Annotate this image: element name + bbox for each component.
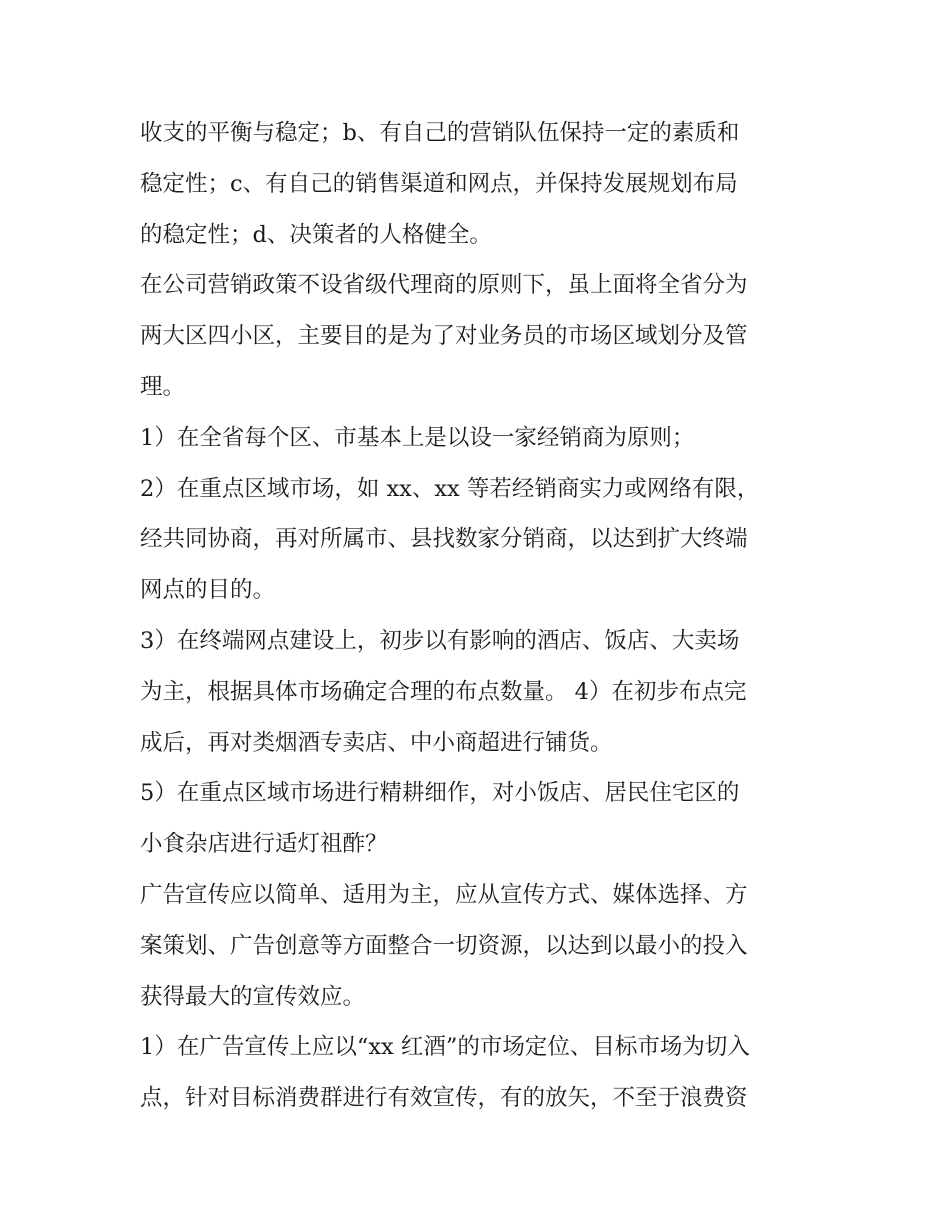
- list-item-ad-1: [140, 1022, 820, 1124]
- paragraph-channel-criteria: [140, 108, 820, 260]
- text-line: 1）在广告宣传上应以“xx 红酒”的市场定位、目标市场为切入: [140, 1034, 750, 1061]
- text-line: 2）在重点区域市场，如 xx、xx 等若经销商实力或网络有限，: [140, 475, 760, 502]
- text-line: 为主，根据具体市场确定合理的布点数量。 4）在初步布点完: [140, 678, 747, 705]
- list-item-2: [140, 464, 820, 616]
- text-line: 点，针对目标消费群进行有效宣传，有的放矢，不至于浪费资: [140, 1085, 748, 1112]
- document-body: [140, 108, 820, 1124]
- list-item-5: [140, 768, 820, 870]
- paragraph-advertising: [140, 870, 820, 1022]
- text-line: 3）在终端网点建设上，初步以有影响的酒店、饭店、大卖场: [140, 627, 740, 654]
- text-line: 的稳定性；d、决策者的人格健全。: [140, 221, 492, 248]
- text-line: 网点的目的。: [140, 577, 276, 604]
- text-line: 收支的平衡与稳定；b、有自己的营销队伍保持一定的素质和: [140, 120, 740, 146]
- text-line: 广告宣传应以简单、适用为主，应从宣传方式、媒体选择、方: [140, 881, 748, 908]
- text-line: 小食杂店进行适灯祖酢？: [140, 831, 388, 858]
- paragraph-region-policy: [140, 260, 820, 412]
- list-item-1: [140, 413, 820, 464]
- text-line: 理。: [140, 373, 186, 400]
- text-line: 获得最大的宣传效应。: [140, 983, 366, 1010]
- text-line: 5）在重点区域市场进行精耕细作，对小饭店、居民住宅区的: [140, 780, 740, 807]
- text-line: 稳定性；c、有自己的销售渠道和网点，并保持发展规划布局: [140, 170, 738, 197]
- text-line: 经共同协商，再对所属市、县找数家分销商，以达到扩大终端: [140, 526, 748, 553]
- text-line: 在公司营销政策不设省级代理商的原则下，虽上面将全省分为: [140, 272, 748, 299]
- text-line: 成后，再对类烟酒专卖店、中小商超进行铺货。: [140, 729, 613, 756]
- text-line: 案策划、广告创意等方面整合一切资源，以达到以最小的投入: [140, 932, 748, 959]
- list-item-3-4: [140, 616, 820, 768]
- text-line: 1）在全省每个区、市基本上是以设一家经销商为原则；: [140, 424, 695, 451]
- text-line: 两大区四小区，主要目的是为了对业务员的市场区域划分及管: [140, 323, 748, 350]
